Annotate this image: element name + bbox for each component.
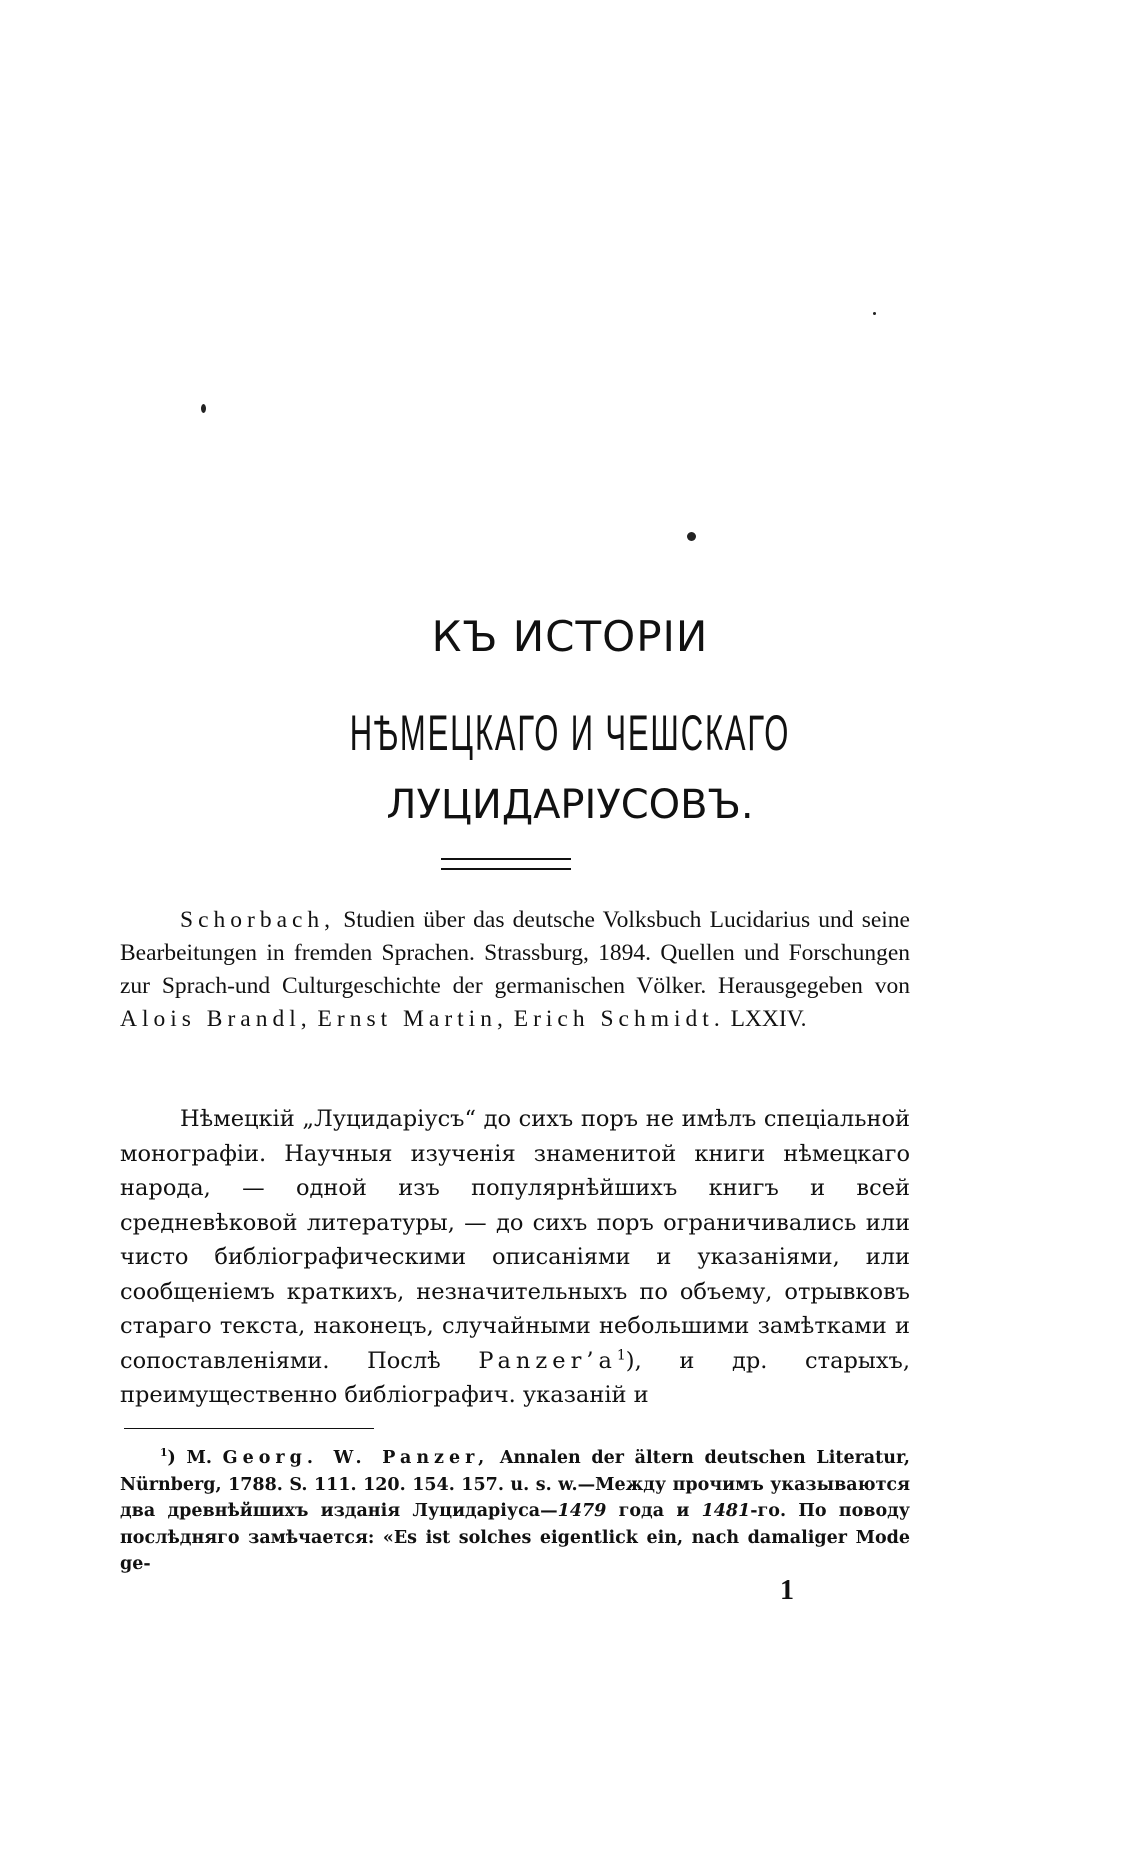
body-text-1: Нѣмецкій „Луцидаріусъ“ до сихъ поръ не имѣлъ спеціальной монографіи. Научныя изученія знаменитой книги нѣмецкаго народа, — одной изъ популярнѣйшихъ книгъ и всей средневѣковой литературы, — до сихъ поръ ограничивались или чисто библіографическими описаніями и указаніями, или сообщеніемъ краткихъ, незначительныхъ по объему, отрывковъ стараго текста, наконецъ, случайными небольшими замѣтками и сопоставленіями. Послѣ xyxy=(120,1106,910,1374)
body-text-2: ), и др. старыхъ, преимущественно библіографич. указаній и xyxy=(120,1347,910,1408)
footnote-author: Georg. W. Panzer, xyxy=(222,1448,490,1468)
scan-speck xyxy=(687,532,696,541)
bib-editor-brandl: Alois Brandl, xyxy=(120,1006,312,1032)
bib-editor-schmidt: Erich Schmidt. xyxy=(513,1006,725,1032)
bib-author: Schorbach, xyxy=(180,907,336,933)
title-line-1: КЪ ИСТОРІИ xyxy=(431,612,709,661)
footnote-year-2: 1481 xyxy=(701,1501,751,1521)
bib-text: Studien über das deutsche Volksbuch Lucidarius und seine Bearbeitungen in fremden Sprachen. Strassburg, 1894. Quellen und Forschungen zur Sprach-und Culturgeschichte der germanischen Völker. Herausgegeben von xyxy=(120,907,910,999)
title-line-3: ЛУЦИДАРІУСОВЪ. xyxy=(386,782,754,828)
footnote-year-1: 1479 xyxy=(557,1501,607,1521)
footnote-rule xyxy=(124,1428,374,1429)
bib-volume: LXXIV. xyxy=(724,1006,807,1032)
footnote-ref: 1 xyxy=(616,1347,626,1363)
scan-speck xyxy=(201,404,206,413)
title-double-rule xyxy=(441,858,571,870)
bibliography-entry xyxy=(120,904,910,1036)
page-number: 1 xyxy=(780,1575,794,1606)
footnote: $^1$) M. Georg. W. Panzer, Annalen der ältern deutschen Literatur, Nürnberg, 1788. S. 111. 120. 154. 157. u. s. w.—Между прочимъ указываются два древнѣйшихъ изданія Луцидаріуса—1479 года и 1481-го. По поводу послѣдняго замѣчается: «Es ist solches eigentlick ein, nach damaliger Mode ge- xyxy=(120,1446,910,1574)
title-line-2: НѢМЕЦКАГО И ЧЕШСКАГО xyxy=(349,705,791,761)
bib-editor-martin: Ernst Martin, xyxy=(317,1006,508,1032)
body-paragraph xyxy=(120,1102,910,1413)
scan-speck xyxy=(873,312,876,315)
footnote-marker: 1 xyxy=(160,1446,168,1460)
body-name-panzer: Panzer’a xyxy=(478,1347,617,1374)
